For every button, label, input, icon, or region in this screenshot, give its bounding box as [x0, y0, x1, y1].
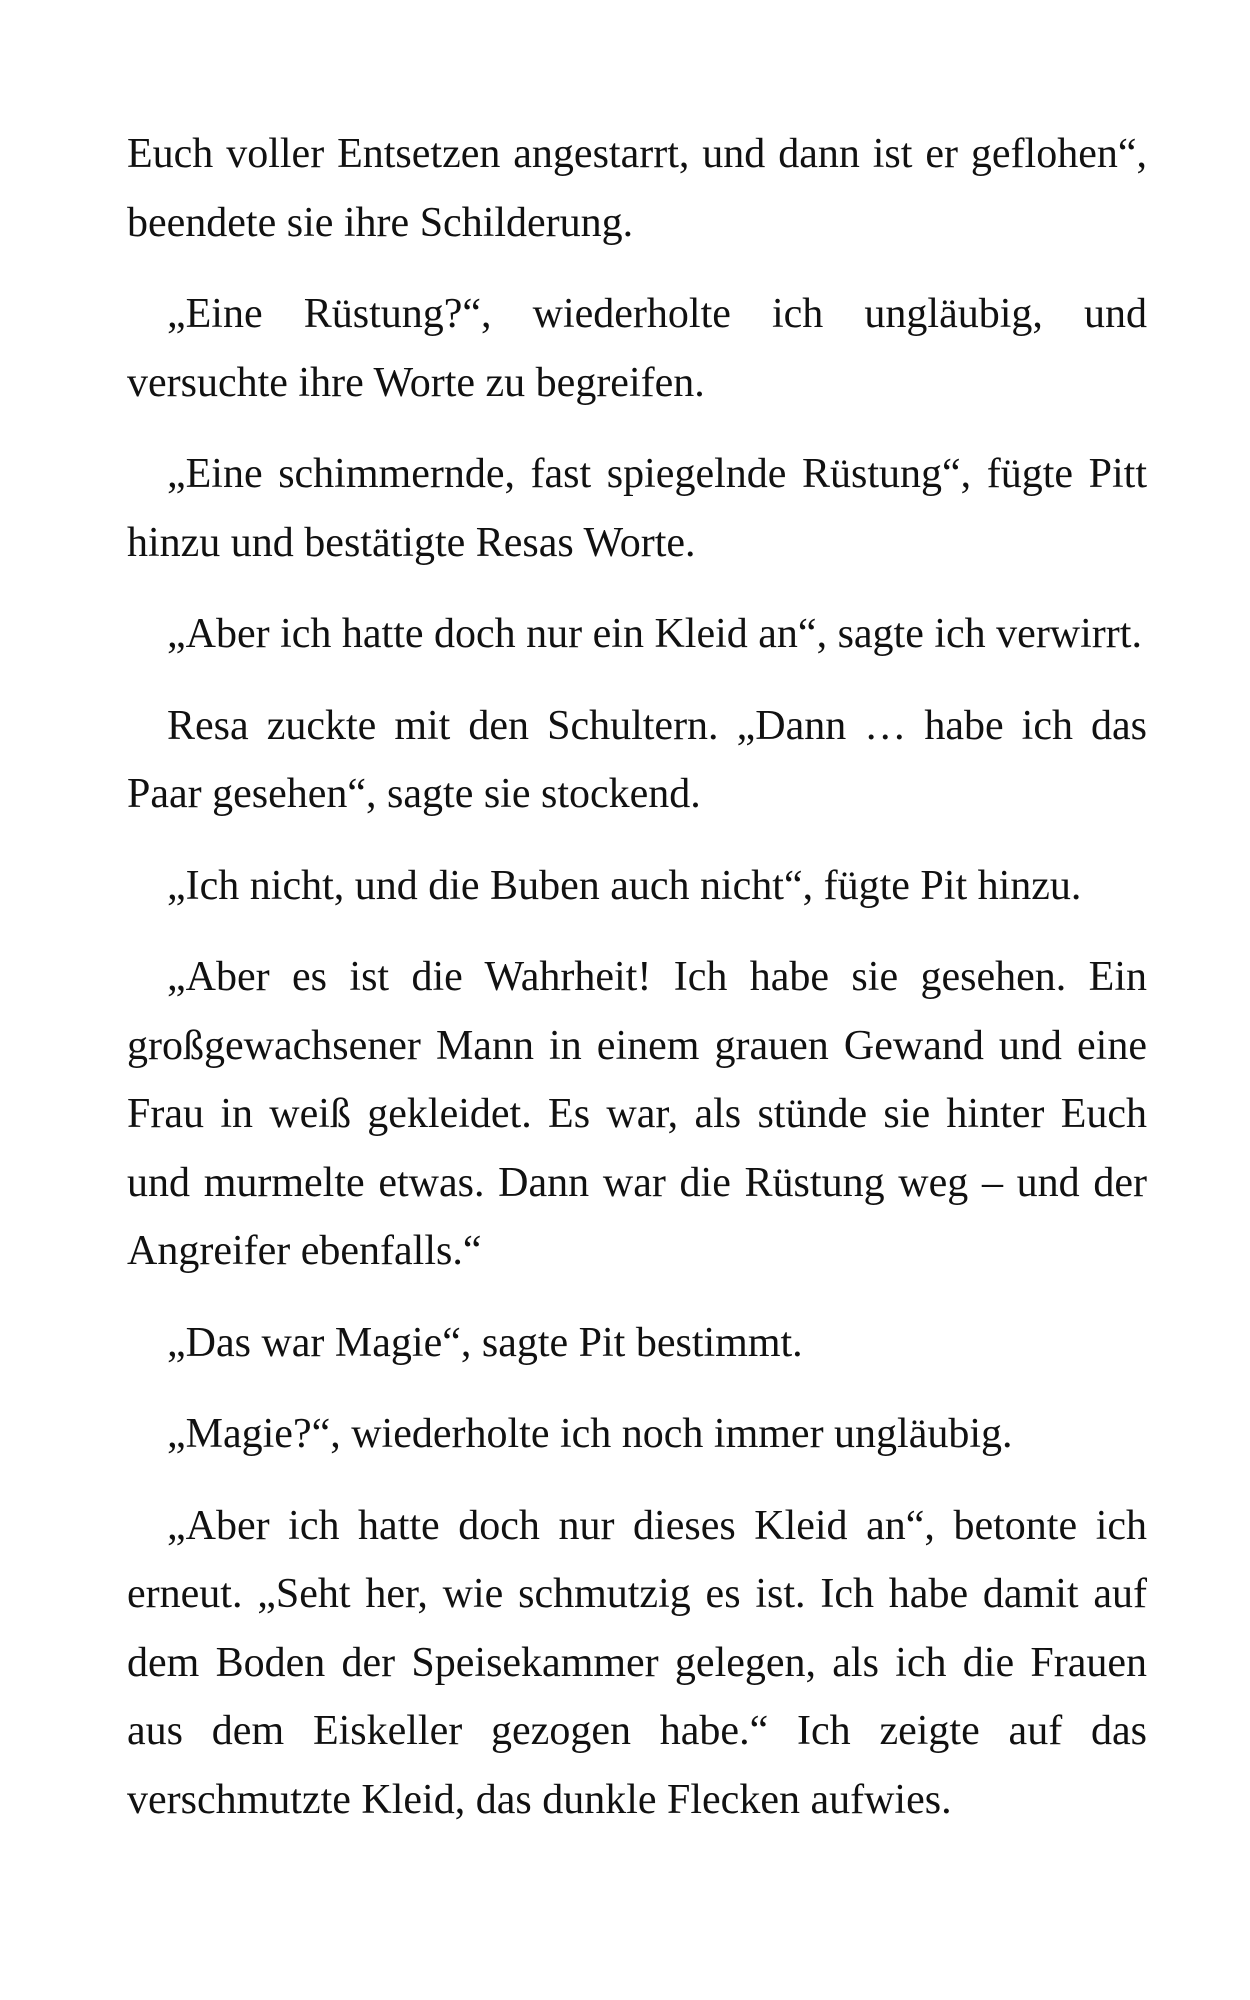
- book-page: [127, 120, 1147, 1857]
- paragraph: „Eine Rüstung?“, wiederholte ich ungläubig, und versuchte ihre Worte zu begreifen.: [127, 291, 1147, 406]
- paragraph: „Eine schimmernde, fast spiegelnde Rüstung“, fügte Pitt hinzu und bestätigte Resas Worte.: [127, 451, 1147, 566]
- paragraph: „Magie?“, wiederholte ich noch immer ungläubig.: [167, 1411, 1013, 1457]
- paragraph: „Das war Magie“, sagte Pit bestimmt.: [167, 1319, 803, 1366]
- paragraph: Euch voller Entsetzen angestarrt, und dann ist er geflohen“, beendete sie ihre Schilderung.: [127, 131, 1147, 246]
- paragraph: „Aber ich hatte doch nur ein Kleid an“, sagte ich verwirrt.: [167, 611, 1142, 657]
- paragraph: „Aber ich hatte doch nur dieses Kleid an“, betonte ich erneut. „Seht her, wie schmutzig es ist. Ich habe damit auf dem Boden der Speisekammer gelegen, als ich die Frauen aus dem Eiskeller gezogen habe.“ Ich zeigte auf das verschmutzte Kleid, das dunkle Flecken aufwies.: [127, 1502, 1147, 1823]
- paragraph: „Aber es ist die Wahrheit! Ich habe sie gesehen. Ein großgewachsener Mann in einem grauen Gewand und eine Frau in weiß gekleidet. Es war, als stünde sie hinter Euch und murmelte etwas. Dann war die Rüstung weg – und der Angreifer ebenfalls.“: [127, 954, 1147, 1274]
- paragraph: „Ich nicht, und die Buben auch nicht“, fügte Pit hinzu.: [167, 862, 1082, 909]
- paragraph: Resa zuckte mit den Schultern. „Dann … habe ich das Paar gesehen“, sagte sie stockend.: [127, 702, 1147, 817]
